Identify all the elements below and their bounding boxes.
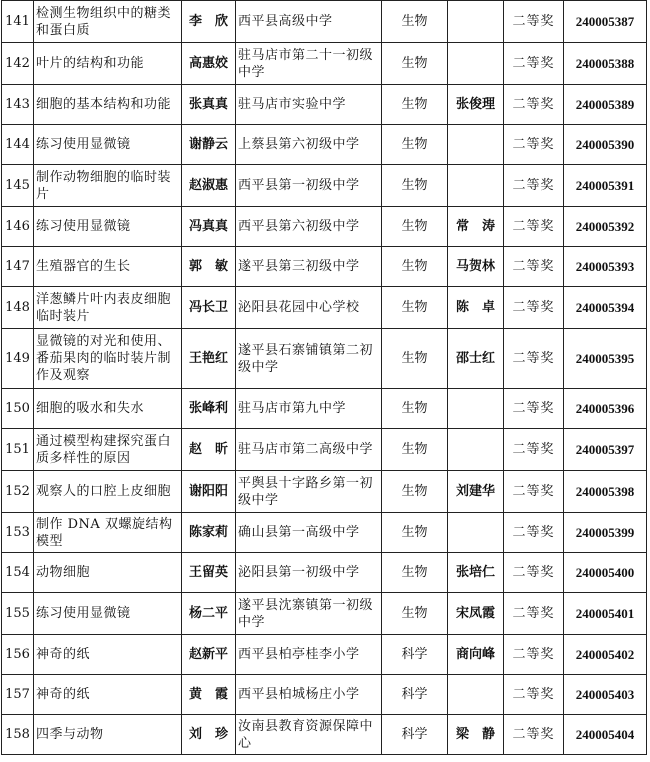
subject: 生物 bbox=[382, 125, 448, 165]
school-name: 上蔡县第六初级中学 bbox=[236, 125, 382, 165]
row-number: 142 bbox=[2, 43, 34, 85]
row-number: 141 bbox=[2, 1, 34, 43]
table-row bbox=[2, 165, 647, 207]
author-name: 王留英 bbox=[182, 553, 236, 593]
author-name: 冯长卫 bbox=[182, 287, 236, 329]
school-name: 遂平县第三初级中学 bbox=[236, 247, 382, 287]
table-row bbox=[2, 329, 647, 389]
certificate-number: 240005400 bbox=[564, 553, 647, 593]
table-row bbox=[2, 553, 647, 593]
author-name: 杨二平 bbox=[182, 593, 236, 635]
award-level: 二等奖 bbox=[504, 247, 564, 287]
school-name: 遂平县沈寨镇第一初级中学 bbox=[236, 593, 382, 635]
project-title: 四季与动物 bbox=[34, 715, 182, 755]
award-level: 二等奖 bbox=[504, 329, 564, 389]
school-name: 驻马店市实验中学 bbox=[236, 85, 382, 125]
school-name: 泌阳县花园中心学校 bbox=[236, 287, 382, 329]
subject: 生物 bbox=[382, 43, 448, 85]
project-title: 通过模型构建探究蛋白质多样性的原因 bbox=[34, 429, 182, 471]
subject: 生物 bbox=[382, 287, 448, 329]
school-name: 西平县柏亭桂李小学 bbox=[236, 635, 382, 675]
tutor-name: 陈 卓 bbox=[448, 287, 504, 329]
subject: 生物 bbox=[382, 85, 448, 125]
project-title: 神奇的纸 bbox=[34, 635, 182, 675]
award-level: 二等奖 bbox=[504, 553, 564, 593]
certificate-number: 240005404 bbox=[564, 715, 647, 755]
author-name: 张真真 bbox=[182, 85, 236, 125]
school-name: 西平县柏城杨庄小学 bbox=[236, 675, 382, 715]
project-title: 观察人的口腔上皮细胞 bbox=[34, 471, 182, 513]
award-level: 二等奖 bbox=[504, 429, 564, 471]
row-number: 149 bbox=[2, 329, 34, 389]
table-body bbox=[2, 1, 647, 755]
school-name: 确山县第一高级中学 bbox=[236, 513, 382, 553]
project-title: 生殖器官的生长 bbox=[34, 247, 182, 287]
subject: 生物 bbox=[382, 593, 448, 635]
tutor-name bbox=[448, 1, 504, 43]
table-row bbox=[2, 207, 647, 247]
subject: 科学 bbox=[382, 715, 448, 755]
author-name: 谢静云 bbox=[182, 125, 236, 165]
tutor-name bbox=[448, 125, 504, 165]
project-title: 细胞的基本结构和功能 bbox=[34, 85, 182, 125]
table-row bbox=[2, 675, 647, 715]
tutor-name bbox=[448, 513, 504, 553]
certificate-number: 240005402 bbox=[564, 635, 647, 675]
tutor-name: 马贺林 bbox=[448, 247, 504, 287]
school-name: 驻马店市第二高级中学 bbox=[236, 429, 382, 471]
author-name: 赵 昕 bbox=[182, 429, 236, 471]
tutor-name bbox=[448, 675, 504, 715]
tutor-name: 张培仁 bbox=[448, 553, 504, 593]
author-name: 郭 敏 bbox=[182, 247, 236, 287]
award-level: 二等奖 bbox=[504, 1, 564, 43]
table-row bbox=[2, 1, 647, 43]
table-row bbox=[2, 471, 647, 513]
subject: 生物 bbox=[382, 553, 448, 593]
row-number: 150 bbox=[2, 389, 34, 429]
certificate-number: 240005397 bbox=[564, 429, 647, 471]
tutor-name: 宋凤霞 bbox=[448, 593, 504, 635]
award-level: 二等奖 bbox=[504, 207, 564, 247]
project-title: 检测生物组织中的糖类和蛋白质 bbox=[34, 1, 182, 43]
row-number: 152 bbox=[2, 471, 34, 513]
author-name: 高惠姣 bbox=[182, 43, 236, 85]
school-name: 泌阳县第一初级中学 bbox=[236, 553, 382, 593]
school-name: 平舆县十字路乡第一初级中学 bbox=[236, 471, 382, 513]
award-level: 二等奖 bbox=[504, 287, 564, 329]
row-number: 148 bbox=[2, 287, 34, 329]
certificate-number: 240005401 bbox=[564, 593, 647, 635]
table-row bbox=[2, 287, 647, 329]
tutor-name: 刘建华 bbox=[448, 471, 504, 513]
certificate-number: 240005396 bbox=[564, 389, 647, 429]
school-name: 遂平县石寨铺镇第二初级中学 bbox=[236, 329, 382, 389]
award-level: 二等奖 bbox=[504, 165, 564, 207]
tutor-name: 常 涛 bbox=[448, 207, 504, 247]
project-title: 洋葱鳞片叶内表皮细胞临时装片 bbox=[34, 287, 182, 329]
row-number: 151 bbox=[2, 429, 34, 471]
subject: 生物 bbox=[382, 429, 448, 471]
project-title: 神奇的纸 bbox=[34, 675, 182, 715]
table-row bbox=[2, 593, 647, 635]
project-title: 制作 DNA 双螺旋结构模型 bbox=[34, 513, 182, 553]
author-name: 刘 珍 bbox=[182, 715, 236, 755]
award-level: 二等奖 bbox=[504, 675, 564, 715]
author-name: 李 欣 bbox=[182, 1, 236, 43]
table-row bbox=[2, 513, 647, 553]
certificate-number: 240005387 bbox=[564, 1, 647, 43]
subject: 生物 bbox=[382, 389, 448, 429]
certificate-number: 240005390 bbox=[564, 125, 647, 165]
table-row bbox=[2, 125, 647, 165]
award-level: 二等奖 bbox=[504, 715, 564, 755]
school-name: 西平县第六初级中学 bbox=[236, 207, 382, 247]
row-number: 146 bbox=[2, 207, 34, 247]
certificate-number: 240005391 bbox=[564, 165, 647, 207]
author-name: 冯真真 bbox=[182, 207, 236, 247]
school-name: 驻马店市第二十一初级中学 bbox=[236, 43, 382, 85]
certificate-number: 240005389 bbox=[564, 85, 647, 125]
row-number: 158 bbox=[2, 715, 34, 755]
subject: 生物 bbox=[382, 247, 448, 287]
award-level: 二等奖 bbox=[504, 593, 564, 635]
table-row bbox=[2, 85, 647, 125]
school-name: 西平县高级中学 bbox=[236, 1, 382, 43]
certificate-number: 240005392 bbox=[564, 207, 647, 247]
certificate-number: 240005394 bbox=[564, 287, 647, 329]
subject: 科学 bbox=[382, 675, 448, 715]
school-name: 汝南县教育资源保障中心 bbox=[236, 715, 382, 755]
row-number: 147 bbox=[2, 247, 34, 287]
certificate-number: 240005399 bbox=[564, 513, 647, 553]
row-number: 143 bbox=[2, 85, 34, 125]
tutor-name: 梁 静 bbox=[448, 715, 504, 755]
table-row bbox=[2, 43, 647, 85]
award-table bbox=[1, 0, 647, 755]
certificate-number: 240005395 bbox=[564, 329, 647, 389]
project-title: 练习使用显微镜 bbox=[34, 593, 182, 635]
award-level: 二等奖 bbox=[504, 125, 564, 165]
tutor-name bbox=[448, 389, 504, 429]
author-name: 王艳红 bbox=[182, 329, 236, 389]
award-level: 二等奖 bbox=[504, 85, 564, 125]
tutor-name bbox=[448, 165, 504, 207]
tutor-name: 商向峰 bbox=[448, 635, 504, 675]
row-number: 157 bbox=[2, 675, 34, 715]
tutor-name: 张俊理 bbox=[448, 85, 504, 125]
subject: 生物 bbox=[382, 513, 448, 553]
certificate-number: 240005393 bbox=[564, 247, 647, 287]
author-name: 赵新平 bbox=[182, 635, 236, 675]
project-title: 显微镜的对光和使用、番茄果肉的临时装片制作及观察 bbox=[34, 329, 182, 389]
project-title: 制作动物细胞的临时装片 bbox=[34, 165, 182, 207]
tutor-name bbox=[448, 43, 504, 85]
certificate-number: 240005388 bbox=[564, 43, 647, 85]
row-number: 144 bbox=[2, 125, 34, 165]
subject: 科学 bbox=[382, 635, 448, 675]
subject: 生物 bbox=[382, 471, 448, 513]
project-title: 练习使用显微镜 bbox=[34, 207, 182, 247]
award-level: 二等奖 bbox=[504, 389, 564, 429]
subject: 生物 bbox=[382, 165, 448, 207]
author-name: 陈家莉 bbox=[182, 513, 236, 553]
table-row bbox=[2, 389, 647, 429]
table-row bbox=[2, 429, 647, 471]
table-row bbox=[2, 247, 647, 287]
award-level: 二等奖 bbox=[504, 43, 564, 85]
row-number: 156 bbox=[2, 635, 34, 675]
project-title: 叶片的结构和功能 bbox=[34, 43, 182, 85]
project-title: 细胞的吸水和失水 bbox=[34, 389, 182, 429]
school-name: 驻马店市第九中学 bbox=[236, 389, 382, 429]
row-number: 153 bbox=[2, 513, 34, 553]
tutor-name bbox=[448, 429, 504, 471]
author-name: 张峰利 bbox=[182, 389, 236, 429]
table-row bbox=[2, 635, 647, 675]
row-number: 155 bbox=[2, 593, 34, 635]
subject: 生物 bbox=[382, 207, 448, 247]
tutor-name: 邵士红 bbox=[448, 329, 504, 389]
award-level: 二等奖 bbox=[504, 635, 564, 675]
subject: 生物 bbox=[382, 1, 448, 43]
school-name: 西平县第一初级中学 bbox=[236, 165, 382, 207]
project-title: 练习使用显微镜 bbox=[34, 125, 182, 165]
award-level: 二等奖 bbox=[504, 471, 564, 513]
certificate-number: 240005398 bbox=[564, 471, 647, 513]
author-name: 赵淑惠 bbox=[182, 165, 236, 207]
project-title: 动物细胞 bbox=[34, 553, 182, 593]
certificate-number: 240005403 bbox=[564, 675, 647, 715]
row-number: 145 bbox=[2, 165, 34, 207]
author-name: 谢阳阳 bbox=[182, 471, 236, 513]
author-name: 黄 霞 bbox=[182, 675, 236, 715]
award-level: 二等奖 bbox=[504, 513, 564, 553]
row-number: 154 bbox=[2, 553, 34, 593]
subject: 生物 bbox=[382, 329, 448, 389]
table-row bbox=[2, 715, 647, 755]
